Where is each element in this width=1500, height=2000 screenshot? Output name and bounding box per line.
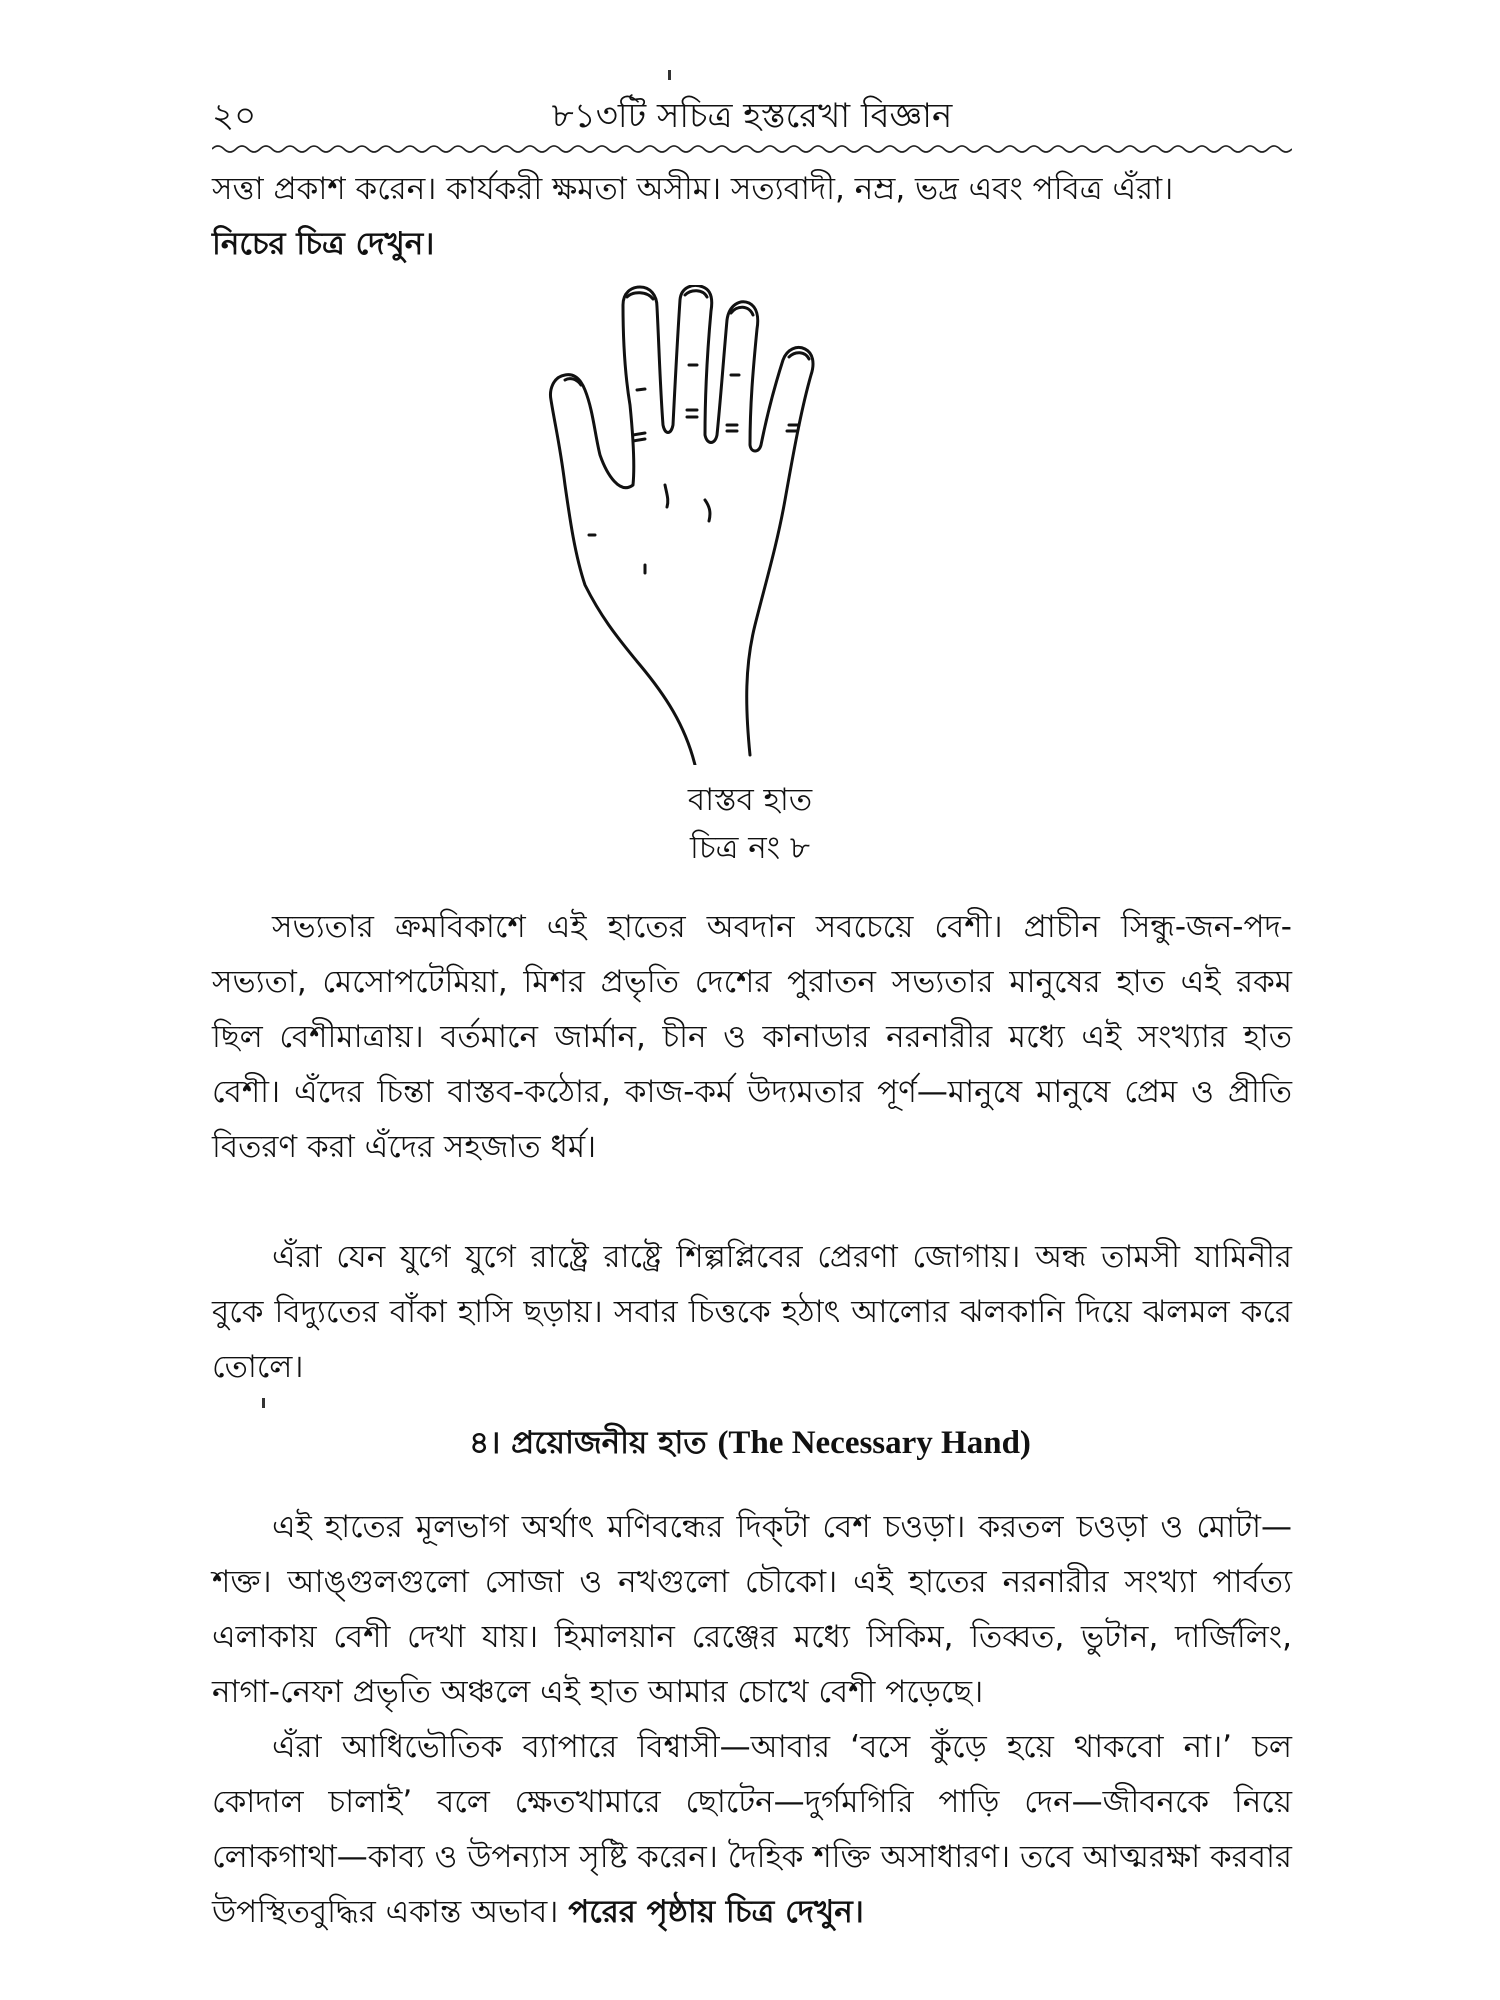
section-title-bengali: প্রয়োজনীয় হাত — [511, 1425, 707, 1461]
print-speck — [262, 1398, 265, 1408]
print-speck — [668, 70, 671, 80]
section-paragraph-1: এই হাতের মূলভাগ অর্থাৎ মণিবন্ধের দিক্‌টা বেশ চওড়া। করতল চওড়া ও মোটা—শক্ত। আঙ্গুলগুলো সোজা ও নখগুলো চৌকো। এই হাতের নরনারীর সংখ্যা পার্বত্য এলাকায় বেশী দেখা যায়। হিমালয়ান রেঞ্জের মধ্যে সিকিম, তিব্বত, ভুটান, দার্জিলিং, নাগা-নেফা প্রভৃতি অঞ্চলে এই হাত আমার চোখে বেশী পড়েছে। — [212, 1509, 1292, 1710]
page-number: ২০ — [212, 96, 257, 136]
intro-line-1: সত্তা প্রকাশ করেন। কার্যকরী ক্ষমতা অসীম। সত্যবাদী, নম্র, ভদ্র এবং পবিত্র এঁরা। — [212, 171, 1174, 207]
header-wavy-rule — [212, 142, 1292, 156]
section-number: ৪। — [469, 1425, 501, 1461]
page-header — [212, 92, 1292, 142]
section-heading — [0, 1418, 1500, 1468]
hand-illustration — [545, 285, 905, 765]
figure-number: চিত্র নং ৮ — [689, 830, 811, 866]
section-title-english: (The Necessary Hand) — [717, 1425, 1031, 1461]
figure-caption: বাস্তব হাত — [687, 782, 813, 818]
body-paragraph-2: এঁরা যেন যুগে যুগে রাষ্ট্রে রাষ্ট্রে শিল্পপ্লিবের প্রেরণা জোগায়। অন্ধ তামসী যামিনীর বুকে বিদ্যুতের বাঁকা হাসি ছড়ায়। সবার চিত্তকে হঠাৎ আলোর ঝলকানি দিয়ে ঝলমল করে তোলে। — [212, 1239, 1292, 1385]
intro-line-2: নিচের চিত্র দেখুন। — [212, 226, 435, 262]
section-paragraph-2 — [212, 1720, 1292, 1940]
running-title: ৮১৩টি সচিত্র হস্তরেখা বিজ্ঞান — [551, 96, 953, 136]
see-next-page-note: পরের পৃষ্ঠায় চিত্র দেখুন। — [568, 1894, 864, 1930]
body-paragraph-1: সভ্যতার ক্রমবিকাশে এই হাতের অবদান সবচেয়ে বেশী। প্রাচীন সিন্ধু-জন-পদ-সভ্যতা, মেসোপটেমিয়া, মিশর প্রভৃতি দেশের পুরাতন সভ্যতার মানুষের হাত এই রকম ছিল বেশীমাত্রায়। বর্তমানে জার্মান, চীন ও কানাডার নরনারীর মধ্যে এই সংখ্যার হাত বেশী। এঁদের চিন্তা বাস্তব-কঠোর, কাজ-কর্ম উদ্যমতার পূর্ণ—মানুষে মানুষে প্রেম ও প্রীতি বিতরণ করা এঁদের সহজাত ধর্ম। — [212, 909, 1292, 1165]
section-paragraph-2-text: এঁরা আধিভৌতিক ব্যাপারে বিশ্বাসী—আবার ‘বসে কুঁড়ে হয়ে থাকবো না।’ চল কোদাল চালাই’ বলে ক্ষেতখামারে ছোটেন—দুর্গমগিরি পাড়ি দেন—জীবনকে নিয়ে লোকগাথা—কাব্য ও উপন্যাস সৃষ্টি করেন। দৈহিক শক্তি অসাধারণ। তবে আত্মরক্ষা করবার উপস্থিতবুদ্ধির একান্ত অভাব। — [212, 1729, 1292, 1930]
